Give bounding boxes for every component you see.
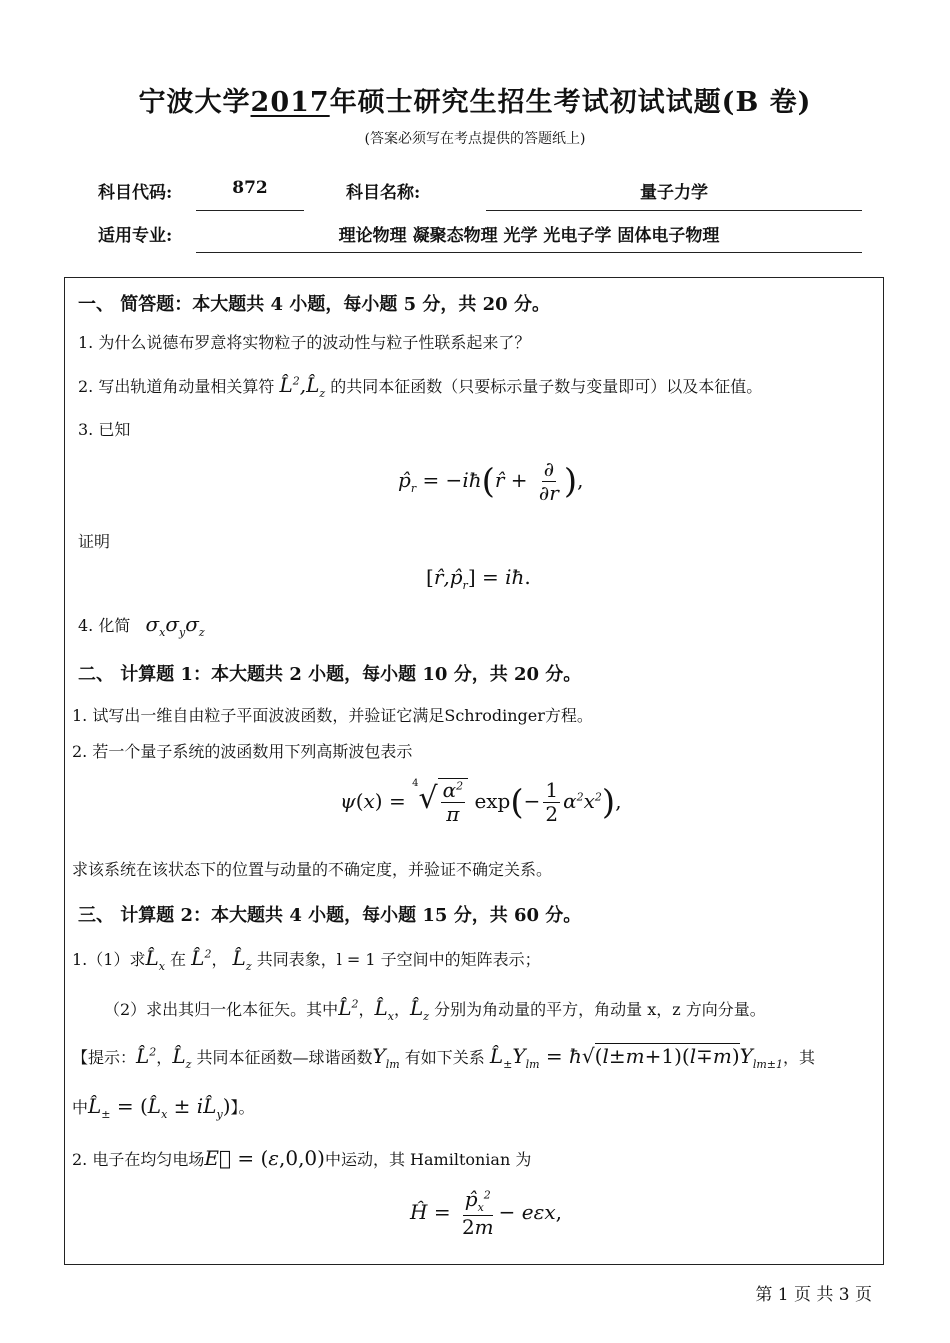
field-vector: E⃗ = (ε,0,0) — [204, 1146, 325, 1170]
major-underline — [196, 252, 862, 253]
answer-note: (答案必须写在考点提供的答题纸上) — [364, 131, 586, 147]
section-1-heading: 一、 简答题：本大题共 4 小题，每小题 5 分，共 20 分。 — [78, 294, 550, 315]
subject-name-value: 量子力学 — [640, 183, 708, 203]
exam-title: 宁波大学2017年硕士研究生招生考试初试试题(B 卷) — [138, 87, 812, 118]
major-value: 理论物理 凝聚态物理 光学 光电子学 固体电子物理 — [338, 226, 720, 246]
subject-name-label: 科目名称: — [346, 183, 421, 203]
eq-commutator: $[r̂,p̂_r]$ = iħ. — [426, 565, 531, 592]
page-footer: 第 1 页 共 3 页 — [755, 1285, 872, 1305]
q1-item2: 2. 写出轨道角动量相关算符 $L̂^2,L̂_z$ 的共同本征函数（只要标示量子数与变量即可）以及本征值。 — [78, 373, 763, 400]
l2-lz-operators: $L̂^2,L̂_z$ — [279, 373, 326, 400]
q1-item1: 1. 为什么说德布罗意将实物粒子的波动性与粒子性联系起来了？ — [78, 333, 531, 352]
q3-hint: 【提示：L̂$^2$，$L̂_z$ 共同本征函数—球谐函数$Y_{lm}$ 有如下关系 $L̂_\pm Y_{lm}$ = $ħ√(l\pm m+1)(l\mp m)Y_{lm\pm 1}$，其 — [72, 1044, 816, 1071]
code-underline — [196, 210, 304, 211]
q3-item1-part2: （2）求出其归一化本征矢。其中L̂$^2$，$L̂_x$，$L̂_z$ 分别为角动量的平方，角动量 x，z 方向分量。 — [104, 996, 766, 1023]
sigma-product: $\sigma_x\sigma_y\sigma_z$ — [145, 612, 205, 639]
section-3-heading: 三、 计算题 2：本大题共 4 小题，每小题 15 分，共 60 分。 — [78, 905, 582, 926]
q1-item3: 3. 已知 — [78, 420, 131, 439]
l2-operator: L̂$^2$ — [191, 946, 212, 970]
q3-item2: 2. 电子在均匀电场E⃗ = (ε,0,0)中运动，其 Hamiltonian 为 — [72, 1146, 532, 1170]
section-2-heading: 二、 计算题 1：本大题共 2 小题，每小题 10 分，共 20 分。 — [78, 664, 582, 685]
q3-hint-line2: 中$L̂_\pm$ = ($L̂_x$ ± $iL̂_y$)】。 — [72, 1094, 255, 1121]
name-underline — [486, 210, 862, 211]
eq-radial-momentum: $p̂_r$ = −iħ(r̂ + $\frac{\partial}{\partial r}$ ), — [398, 457, 584, 505]
q2-item2: 2. 若一个量子系统的波函数用下列高斯波包表示 — [72, 742, 413, 761]
q2-ask: 求该系统在该状态下的位置与动量的不确定度，并验证不确定关系。 — [72, 860, 553, 879]
q2-item1: 1. 试写出一维自由粒子平面波波函数，并验证它满足Schrodinger方程。 — [72, 706, 593, 725]
lx-operator: $L̂_x$ — [145, 946, 165, 973]
q3-item1: 1.（1）求$L̂_x$ 在 L̂$^2$， $L̂_z$ 共同表象，l = 1 子空间中的矩阵表示； — [72, 946, 541, 973]
lz-operator: $L̂_z$ — [232, 946, 252, 973]
eq-ladder-relation: $L̂_\pm Y_{lm}$ = $ħ√(l\pm m+1)(l\mp m)Y_{lm\pm 1}$ — [489, 1044, 784, 1071]
eq-gaussian-wavepacket: ψ(x) = $^4$√ $\frac{\alpha^2}{\pi}$ exp(− $\frac{1}{2}$ $\alpha^2x^2$), — [340, 778, 622, 826]
q1-item4: 4. 化简 $\sigma_x\sigma_y\sigma_z$ — [78, 612, 205, 639]
subject-code-value: 872 — [232, 178, 268, 198]
eq-hamiltonian: Ĥ = $\frac{p̂_x^2}{2m}$ − eεx, — [410, 1187, 562, 1239]
q1-prove: 证明 — [78, 532, 111, 551]
subject-code-label: 科目代码: — [98, 183, 173, 203]
eq-ladder-def: $L̂_\pm$ = ($L̂_x$ ± $iL̂_y$) — [88, 1094, 231, 1121]
major-label: 适用专业: — [98, 226, 173, 246]
